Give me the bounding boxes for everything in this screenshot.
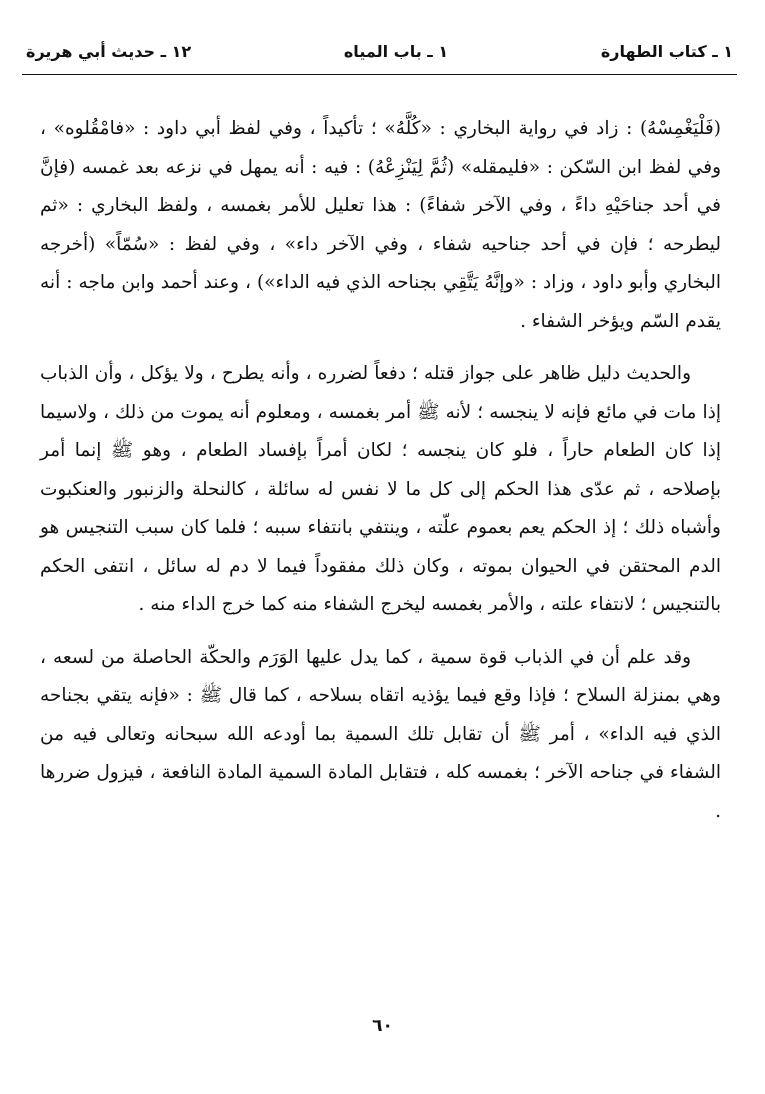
paragraph-explanation: وقد علم أن في الذباب قوة سمية ، كما يدل عليها الوَرَم والحكّة الحاصلة من لسعه ، وهي بمنزلة السلاح ؛ فإذا وقع فيما يؤذيه اتقاه بسلاحه ، كما قال ﷺ : «فإنه يتقي بجناحه الذي فيه الداء» ، أمر ﷺ أن تقابل تلك السمية بما أودعه الله سبحانه وتعالى فيه من الشفاء في جناحه الآخر ؛ بغمسه كله ، فتقابل المادة السمية المادة النافعة ، فيزول ضررها . [40, 646, 721, 822]
header-chapter-title: ١ ـ باب المياه [343, 41, 449, 61]
header-divider [22, 74, 737, 75]
running-header [26, 34, 733, 68]
paragraph-commentary: (فَلْيَغْمِسْهُ) : زاد في رواية البخاري : «كُلَّهُ» ؛ تأكيداً ، وفي لفظ أبي داود : «فامْقُلوه» ، وفي لفظ ابن السّكن : «فليمقله» (ثُمَّ لِيَنْزِعْهُ) : فيه : أنه يمهل في نزعه بعد غمسه (فإنَّ في أحد جناحَيْهِ داءً ، وفي الآخر شفاءً) : هذا تعليل للأمر بغمسه ، ولفظ البخاري : «ثم ليطرحه ؛ فإن في أحد جناحيه شفاء ، وفي الآخر داء» ، وفي لفظ : «سُمّاً» (أخرجه البخاري وأبو داود ، وزاد : «وإنَّهُ يَتَّقِي بجناحه الذي فيه الداء») ، وعند أحمد وابن ماجه : أنه يقدم السّم ويؤخر الشفاء . [40, 118, 721, 332]
page-number: ٦٠ [372, 1016, 393, 1036]
page-body [40, 110, 721, 831]
header-book-title: ١ ـ كتاب الطهارة [600, 41, 733, 61]
header-hadith-title: ١٢ ـ حديث أبي هريرة [26, 41, 192, 61]
paragraph-ruling: والحديث دليل ظاهر على جواز قتله ؛ دفعاً لضرره ، وأنه يطرح ، ولا يؤكل ، وأن الذباب إذا مات في مائع فإنه لا ينجسه ؛ لأنه ﷺ أمر بغمسه ، ومعلوم أنه يموت من ذلك ، ولاسيما إذا كان الطعام حاراً ، فلو كان ينجسه ؛ لكان أمراً بإفساد الطعام ، وهو ﷺ إنما أمر بإصلاحه ، ثم عدّى هذا الحكم إلى كل ما لا نفس له سائلة ، كالنحلة والزنبور والعنكبوت وأشباه ذلك ؛ إذ الحكم يعم بعموم علّته ، وينتفي بانتفاء سببه ؛ فلما كان سبب التنجيس هو الدم المحتقن في الحيوان بموته ، وكان ذلك مفقوداً فيما لا دم له سائل ، انتفى الحكم بالتنجيس ؛ لانتفاء علته ، والأمر بغمسه ليخرج الشفاء منه كما خرج الداء منه . [40, 363, 721, 615]
